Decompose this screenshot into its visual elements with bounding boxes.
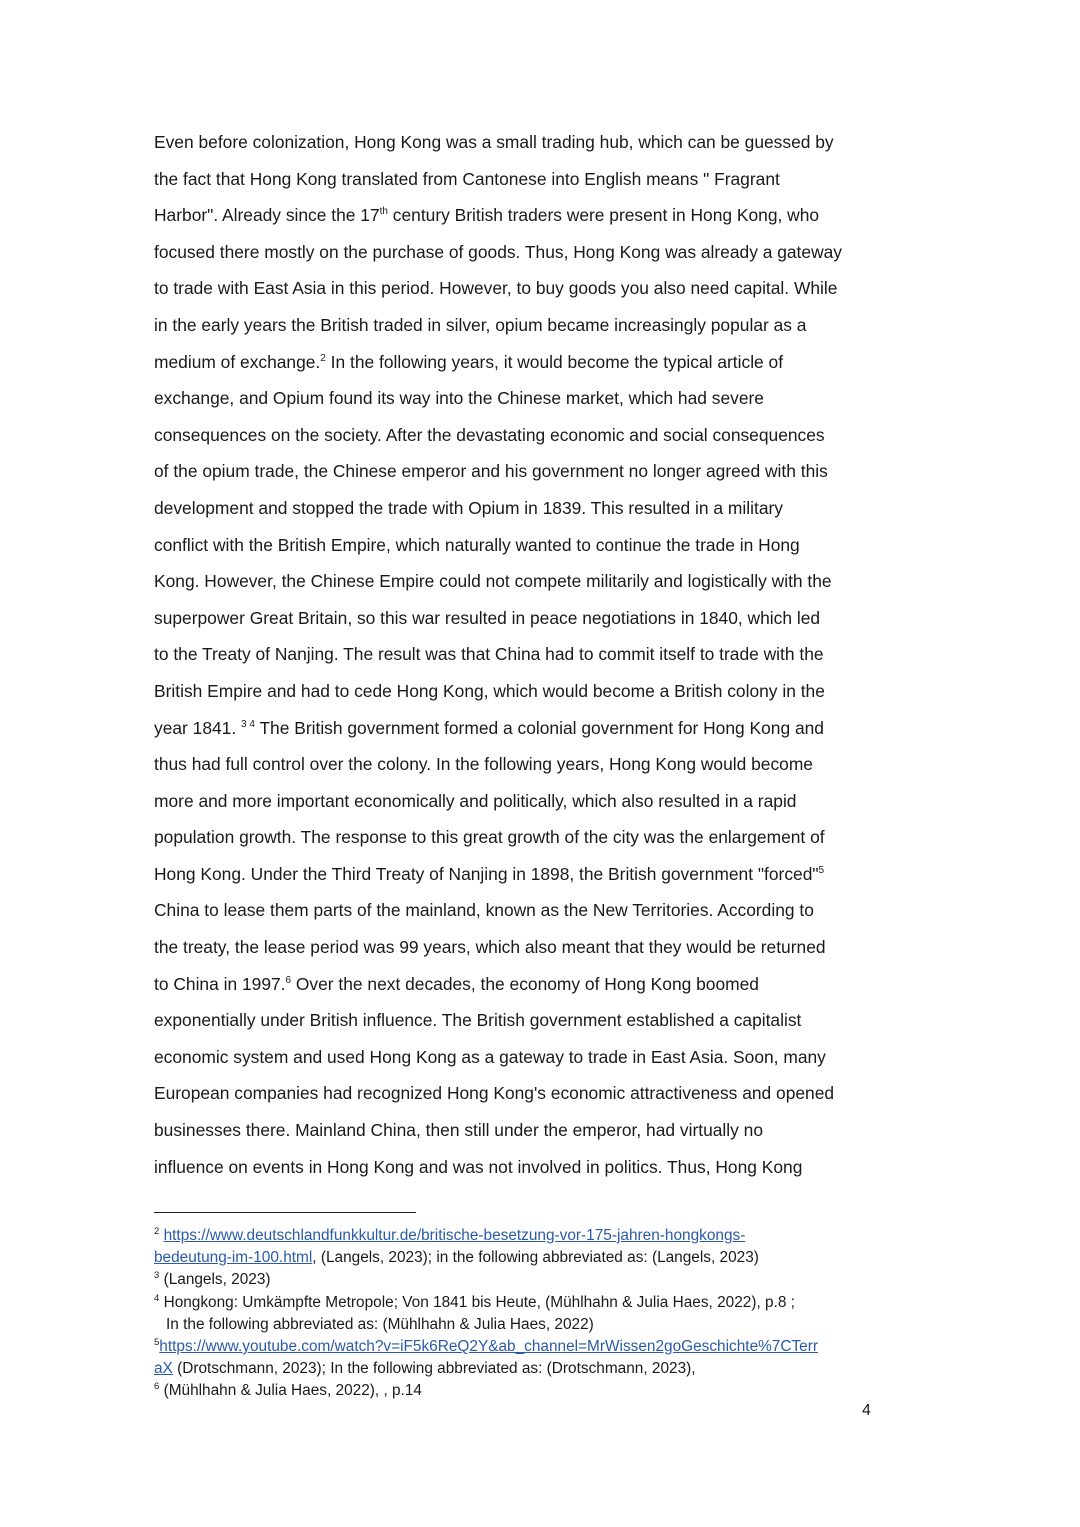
body-line: [154, 197, 884, 234]
body-line-text: The British government formed a colonial government for Hong Kong and: [254, 717, 824, 738]
body-line: [154, 380, 884, 417]
footnotes: [154, 1225, 894, 1403]
footnote-link[interactable]: aX: [154, 1360, 173, 1378]
body-line-text: Over the next decades, the economy of Hong Kong boomed: [291, 973, 759, 994]
body-line-text: development and stopped the trade with Opium in 1839. This resulted in a military: [154, 497, 783, 518]
footnote-line: [154, 1292, 894, 1314]
body-line-text: focused there mostly on the purchase of goods. Thus, Hong Kong was already a gateway: [154, 241, 842, 262]
body-line-text: economic system and used Hong Kong as a gateway to trade in East Asia. Soon, many: [154, 1046, 826, 1067]
body-line-text: conflict with the British Empire, which naturally wanted to continue the trade in Hong: [154, 534, 800, 555]
body-line-text: more and more important economically and politically, which also resulted in a rapid: [154, 790, 797, 811]
body-line: [154, 234, 884, 271]
body-line: [154, 161, 884, 198]
body-line-text: In the following years, it would become the typical article of: [325, 351, 784, 372]
body-line-text: British Empire and had to cede Hong Kong, which would become a British colony in the: [154, 680, 825, 701]
body-line-text: population growth. The response to this great growth of the city was the enlargement of: [154, 827, 825, 848]
footnote-reference: th: [379, 206, 388, 218]
footnote-line: [154, 1314, 894, 1336]
footnote-text: (Langels, 2023): [159, 1271, 271, 1289]
footnote-number: 5: [154, 1337, 160, 1349]
body-line-text: Harbor". Already since the 17: [154, 205, 380, 226]
body-line-text: to the Treaty of Nanjing. The result was that China had to commit itself to trade with the: [154, 644, 824, 665]
body-line-text: to China in 1997.: [154, 973, 286, 994]
footnote-reference: 2: [320, 352, 326, 364]
footnote-line: [154, 1225, 894, 1247]
page-number: 4: [862, 1402, 871, 1419]
footnote-number: 6: [154, 1381, 160, 1393]
body-line: [154, 307, 884, 344]
footnote-line: [154, 1380, 894, 1402]
body-line: [154, 527, 884, 564]
footnote-text: In the following abbreviated as: (Mühlhahn & Julia Haes, 2022): [166, 1315, 594, 1333]
footnote-line: [154, 1336, 894, 1358]
footnote-line: [154, 1358, 894, 1380]
body-line: [154, 929, 884, 966]
body-line: [154, 124, 884, 161]
body-line: [154, 270, 884, 307]
footnote-number: 2: [154, 1226, 160, 1237]
body-line-text: medium of exchange.: [154, 351, 321, 372]
body-line-text: consequences on the society. After the devastating economic and social consequences: [154, 424, 825, 445]
body-line-text: Even before colonization, Hong Kong was a small trading hub, which can be guessed by: [154, 132, 834, 152]
body-line-text: businesses there. Mainland China, then still under the emperor, had virtually no: [154, 1120, 764, 1141]
body-line: [154, 966, 884, 1003]
body-paragraph: [154, 124, 884, 1185]
body-line-text: the fact that Hong Kong translated from Cantonese into English means " Fragrant: [154, 168, 780, 189]
body-line: [154, 783, 884, 820]
body-line: [154, 710, 884, 747]
body-line: [154, 453, 884, 490]
body-line-text: superpower Great Britain, so this war resulted in peace negotiations in 1840, which led: [154, 607, 821, 628]
body-line-text: thus had full control over the colony. In the following years, Hong Kong would become: [154, 754, 813, 775]
body-line: [154, 1149, 884, 1186]
body-line: [154, 344, 884, 381]
footnote-reference: 3 4: [241, 718, 255, 730]
body-line-text: year 1841.: [154, 717, 242, 738]
footnote-line: [154, 1247, 894, 1269]
body-line-text: century British traders were present in Hong Kong, who: [387, 205, 820, 226]
footnote-text: (Mühlhahn & Julia Haes, 2022), , p.14: [159, 1382, 422, 1400]
footnote-text: (Drotschmann, 2023); In the following abbreviated as: (Drotschmann, 2023),: [172, 1360, 696, 1378]
body-line: [154, 673, 884, 710]
body-line: [154, 600, 884, 637]
body-line-text: China to lease them parts of the mainland, known as the New Territories. According to: [154, 900, 814, 921]
footnote-text: Hongkong: Umkämpfte Metropole; Von 1841 bis Heute, (Mühlhahn & Julia Haes, 2022), p.8 ;: [159, 1293, 795, 1311]
body-line: [154, 490, 884, 527]
body-line: [154, 819, 884, 856]
body-line-text: of the opium trade, the Chinese emperor and his government no longer agreed with this: [154, 461, 828, 482]
body-line-text: exchange, and Opium found its way into the Chinese market, which had severe: [154, 388, 764, 409]
body-line-text: the treaty, the lease period was 99 years, which also meant that they would be returned: [154, 937, 826, 958]
footnote-reference: 6: [285, 974, 292, 986]
footnote-number: 4: [154, 1292, 160, 1304]
body-line-text: influence on events in Hong Kong and was not involved in politics. Thus, Hong Kong: [154, 1156, 803, 1177]
body-line-text: exponentially under British influence. The British government established a capitalist: [154, 1010, 802, 1031]
body-line: [154, 1002, 884, 1039]
body-line-text: to trade with East Asia in this period. However, to buy goods you also need capital. While: [154, 278, 838, 299]
body-line-text: Hong Kong. Under the Third Treaty of Nanjing in 1898, the British government "forced": [154, 863, 819, 884]
footnote-link[interactable]: bedeutung-im-100.html: [154, 1249, 313, 1267]
footnote-number: 3: [154, 1270, 160, 1282]
footnote-link[interactable]: https://www.deutschlandfunkkultur.de/britische-besetzung-vor-175-jahren-hongkongs-: [163, 1227, 746, 1244]
footnote-reference: 5: [818, 864, 825, 876]
body-line: [154, 1112, 884, 1149]
body-line: [154, 563, 884, 600]
body-line-text: European companies had recognized Hong Kong's economic attractiveness and opened: [154, 1083, 835, 1104]
body-line: [154, 636, 884, 673]
body-line-text: in the early years the British traded in silver, opium became increasingly popular as a: [154, 314, 807, 335]
body-line: [154, 856, 884, 893]
body-line: [154, 1075, 884, 1112]
body-line: [154, 892, 884, 929]
footnote-text: , (Langels, 2023); in the following abbreviated as: (Langels, 2023): [312, 1249, 759, 1267]
footnote-separator: [154, 1212, 416, 1213]
body-line: [154, 417, 884, 454]
body-line-text: Kong. However, the Chinese Empire could not compete militarily and logistically with the: [154, 571, 832, 592]
body-line: [154, 746, 884, 783]
body-line: [154, 1039, 884, 1076]
footnote-link[interactable]: https://www.youtube.com/watch?v=iF5k6ReQ2Y&ab_channel=MrWissen2goGeschichte%7CTerr: [159, 1338, 818, 1356]
footnote-line: [154, 1269, 894, 1291]
